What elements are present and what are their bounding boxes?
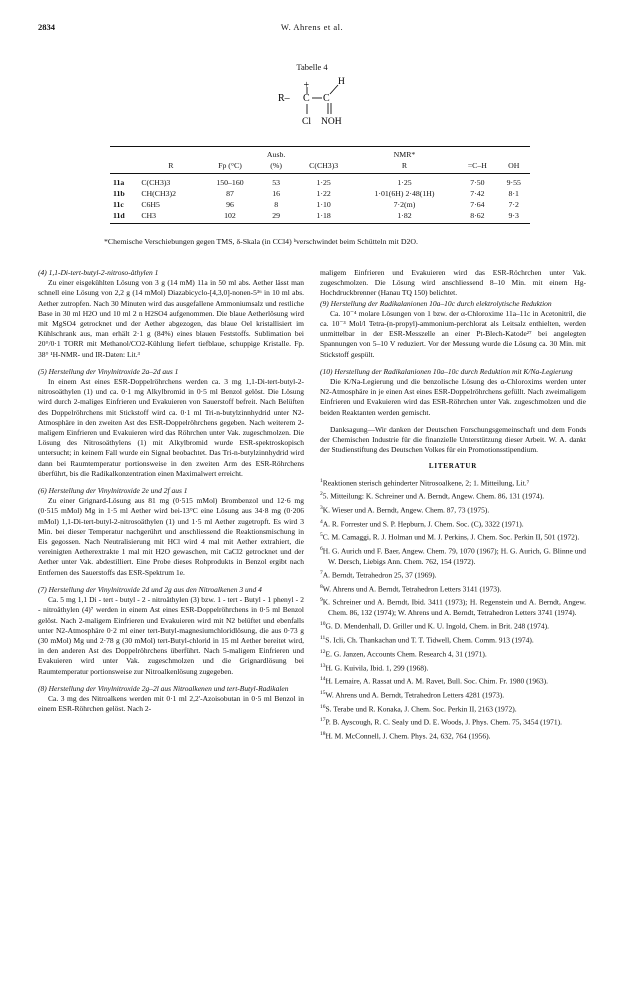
row-cch3: 1·25	[316, 178, 331, 187]
reference-text: A. R. Forrester und S. P. Hepburn, J. Chem. Soc. (C), 3322 (1971).	[322, 519, 524, 529]
row-ch: 7·42	[470, 189, 485, 198]
col-header-oh: OH	[497, 160, 530, 174]
row-fp: 102	[203, 210, 256, 224]
row-r: CH3	[138, 210, 203, 224]
row-oh: 8·1	[508, 189, 519, 198]
section	[38, 367, 304, 479]
reference-text: S. Terabe und R. Konaka, J. Chem. Soc. Perkin II, 2163 (1972).	[325, 704, 517, 714]
section	[320, 367, 586, 418]
reference-item	[320, 595, 586, 618]
col-header-fp: Fp (°C)	[203, 160, 256, 174]
row-oh: 9·55	[506, 178, 521, 187]
reference-number: 2	[320, 491, 323, 498]
reference-item	[320, 582, 586, 595]
section	[38, 684, 304, 715]
row-ch: 7·64	[470, 200, 485, 209]
col-header-nmr-r: R	[352, 160, 458, 174]
reference-number: 4	[320, 518, 323, 525]
reference-item	[320, 568, 586, 581]
reference-list	[320, 476, 586, 742]
running-title: W. Ahrens et al.	[280, 22, 344, 32]
reference-item	[320, 489, 586, 502]
row-nmr-r: 1·82	[352, 210, 458, 224]
reference-number: 7	[320, 570, 323, 577]
row-cch3: 1·22	[316, 189, 331, 198]
section-title: (7) Herstellung der Vinylnitroxide 2d und 2g aus den Nitroalkenen 3 und 4	[38, 584, 262, 594]
section-body: Ca. 5 mg 1,1 Di - tert - butyl - 2 - nitroäthylen (3) bzw. 1 - tert - Butyl - 1 phenyl - 2 - nitroäthylen (4)⁷ werden in einem Ast eines ESR-Doppelröhrchens in 0·5 ml Benzol gelöst. Nach 2-maligem Einfrieren und Evakuieren wird mit N2 belüftet und ebenfalls unter N2-Atmosphäre 0·2 ml einer tert-Butyl-magnesiumchloridlösung, die aus 0·73 g (30 mMol) Mg und 2·78 g (30 mMol) tert-Butyl-chlorid in 15 ml Aether bereitet wird, in den anderen Ast des Doppelröhrchens überführt. Nach 5-maligem Einfrieren und Evakuieren wird unter Vak. zugeschmolzen und die Grignardlösung bei Raumtemperatur portionsweise zur Nitroalkenlösung zugegeben.	[38, 595, 304, 676]
col-group-nmr: NMR*	[352, 147, 458, 161]
row-id: 11a	[113, 178, 125, 187]
reference-item	[320, 530, 586, 543]
row-ch: 7·50	[470, 178, 485, 187]
reference-number: 3	[320, 505, 323, 512]
row-r: C6H5	[141, 200, 160, 209]
table-row	[110, 188, 530, 199]
section-title: (5) Herstellung der Vinylnitroxide 2a–2d aus 1	[38, 366, 179, 376]
reference-item	[320, 647, 586, 660]
reference-number: 1	[320, 477, 323, 484]
literature-heading: LITERATUR	[428, 462, 478, 471]
reference-number: 10	[320, 621, 326, 628]
section-title: (9) Herstellung der Radikalanionen 10a–10c durch elektrolytische Reduktion	[320, 298, 552, 308]
section	[38, 486, 304, 578]
row-cch3: 1·10	[316, 200, 331, 209]
col-header-r: R	[138, 160, 203, 174]
reference-text: P. B. Ayscough, R. C. Sealy und D. E. Woods, J. Phys. Chem. 75, 3454 (1971).	[325, 717, 562, 727]
table-row	[110, 199, 530, 210]
section-body: Ca. 10⁻⁴ molare Lösungen von 1 bzw. der α-Chloroxime 11a–11c in Acetonitril, die ca. 10⁻³ Mol/l Tetra-(n-propyl)-ammonium-perchlorat als Leitsalz enthielten, werden unmittelbar in der ESR-Messzelle an einer Pt-Blech-Katode²⁷ bei angelegten Spannungen von 5–10 V reduziert. Vor der Messung wurde die Lösung ca. 30 Min. mit Stickstoff gespült.	[320, 308, 586, 359]
row-oh: 9·3	[497, 210, 530, 224]
reference-text: W. Ahrens und A. Berndt, Tetrahedron Letters 4281 (1973).	[325, 690, 505, 700]
row-fp: 150–160	[216, 178, 244, 187]
col-group-ausb: Ausb.	[257, 147, 296, 161]
reference-item	[320, 517, 586, 530]
chemical-structure	[272, 70, 372, 128]
row-cch3: 1·18	[296, 210, 352, 224]
table-row	[110, 210, 530, 224]
row-id: 11b	[113, 189, 125, 198]
section-title: (6) Herstellung der Vinylnitroxide 2e und 2f aus 1	[38, 486, 188, 496]
right-intro-paragraph: maligem Einfrieren und Evakuieren wird das ESR-Röchrchen unter Vak. zugeschmolzen. Die Lösung wird anschliessend 8–10 Min. mit einem Hg-Hochdruckbrenner (Hanau TQ 150) belichtet.	[320, 268, 586, 298]
structure-r: R–	[278, 93, 290, 104]
row-id: 11c	[113, 200, 124, 209]
section-body: In einem Ast eines ESR-Doppelröhrchens werden ca. 3 mg 1,1-Di-tert-butyl-2-nitrosoäthylen (1) und ca. 0·1 mg Alkylbromid in 0·5 ml Benzol gelöst. Die Lösung wird durch 2-maliges Einfrieren und Evakuieren von Sauerstoff befreit. Nach Belüften des Doppelröhrchens mit Stickstoff wird ca. 0·1 ml Tri-n-butylzinnhydrid unter N2-Atmosphäre in den zweiten Ast des ESR-Doppelröhrchens gegeben. Nach weiterem 2-maligem Einfrieren und Evakuieren wird das Röhrchen unter Vak. zugeschmolzen. Die Lösung des Nitrosoäthylens (1) mit Alkylbromid wurde ESR-spektroskopisch untersucht; in keinem Fall wurde ein Signal beobachtet. Das Tri-n-butylzinnhydrid wird dann bei Raumtemperatur portionsweise in den zweiten Arm des ESR-Röhrchens überführt, bis die Radikalkonzentration einen Maximalwert erreicht.	[38, 377, 304, 478]
row-nmr-r: 7·2(m)	[393, 200, 416, 209]
section-title: (4) 1,1-Di-tert-butyl-2-nitroso-äthylen 1	[38, 268, 159, 277]
table-row	[110, 174, 530, 189]
row-id: 11d	[110, 210, 138, 224]
left-column	[38, 268, 304, 721]
reference-number: 11	[320, 635, 326, 642]
reference-text: H. Lemaire, A. Rassat und A. M. Ravet, Bull. Soc. Chim. Fr. 1980 (1963).	[325, 676, 548, 686]
reference-text: S. Icli, Ch. Thankachan und T. T. Tidwell, Chem. Comm. 913 (1974).	[325, 635, 534, 645]
section	[320, 299, 586, 360]
row-nmr-r: 1·01(6H) 2·48(1H)	[374, 189, 435, 198]
row-ausb: 8	[274, 200, 279, 209]
col-header-ch: =C–H	[457, 160, 497, 174]
row-ausb: 16	[272, 189, 281, 198]
reference-item	[320, 715, 586, 728]
reference-text: A. Berndt, Tetrahedron 25, 37 (1969).	[322, 570, 437, 580]
reference-number: 5	[320, 532, 323, 539]
reference-item	[320, 503, 586, 516]
reference-number: 9	[320, 597, 323, 604]
reference-text: 5. Mitteilung: K. Schreiner und A. Berndt, Angew. Chem. 86, 131 (1974).	[322, 491, 545, 501]
reference-number: 15	[320, 689, 326, 696]
structure-noh: NOH	[321, 117, 342, 127]
reference-text: C. M. Camaggi, R. J. Holman und M. J. Perkins, J. Chem. Soc. Perkin II, 501 (1972).	[322, 532, 580, 542]
reference-item	[320, 688, 586, 701]
reference-item	[320, 661, 586, 674]
row-ausb: 53	[272, 178, 281, 187]
section-title: (8) Herstellung der Vinylnitroxide 2g–2l aus Nitroalkenen und tert-Butyl-Radikalen	[38, 683, 289, 693]
reference-text: K. Schreiner und A. Berndt, Ibid. 3411 (1973); H. Regenstein und A. Berndt, Angew. Chem. 86, 132 (1974); W. Ahrens und A. Berndt, Tetrahedron Letters 3741 (1974).	[322, 597, 586, 618]
row-oh: 7·2	[508, 200, 519, 209]
col-header-cch3: C(CH3)3	[296, 160, 352, 174]
structure-c2: C	[323, 93, 330, 104]
reference-number: 14	[320, 676, 326, 683]
section	[38, 585, 304, 677]
reference-text: E. G. Janzen, Accounts Chem. Research 4, 31 (1971).	[325, 649, 487, 659]
row-fp: 87	[226, 189, 234, 198]
section-body: Die K/Na-Legierung und die benzolische Lösung des α-Chloroxims werden unter N2-Atmosphäre in je einen Ast eines ESR-Doppelröhrchens gefüllt. Nach zweimaligem Einfrieren und Evakuieren wird das ESR-Röhrchen unter Vak. zugeschmolzen und die beiden Reaktanten werden gemischt.	[320, 377, 586, 417]
reference-item	[320, 619, 586, 632]
table-caption: Tabelle 4	[296, 62, 328, 72]
section-body: Ca. 3 mg des Nitroalkens werden mit 0·1 ml 2,2'-Azoisobutan in 0·5 ml Benzol in einem ESR-Röhrchen gelöst. Nach 2-	[38, 693, 304, 714]
reference-number: 12	[320, 648, 326, 655]
reference-item	[320, 544, 586, 567]
col-header-ausb: (%)	[257, 160, 296, 174]
reference-text: Reaktionen sterisch gehinderter Nitrosoalkene, 2; 1. Mitteilung, Lit.⁷	[322, 478, 530, 488]
acknowledgement: Danksagung—Wir danken der Deutschen Forschungsgemeinschaft und dem Fonds der Chemischen Industrie für die finanzielle Unterstützung dieser Arbeit. W. A. dankt der Studienstiftung des Deutschen Volkes für ein Promotionsstipendium.	[320, 424, 586, 455]
reference-item	[320, 729, 586, 742]
reference-item	[320, 702, 586, 715]
reference-number: 18	[320, 731, 326, 738]
row-r: CH(CH3)2	[141, 189, 176, 198]
reference-number: 8	[320, 583, 323, 590]
right-column	[320, 268, 586, 743]
row-nmr-r: 1·25	[397, 178, 412, 187]
row-fp: 96	[226, 200, 234, 209]
reference-text: G. D. Mendenhall, D. Griller und K. U. Ingold, Chem. in Brit. 248 (1974).	[325, 621, 550, 631]
reference-item	[320, 674, 586, 687]
reference-number: 17	[320, 717, 326, 724]
reference-number: 16	[320, 703, 326, 710]
section-body: Zu einer eisgekühlten Lösung von 3 g (14 mM) 11a in 50 ml abs. Aether lässt man schnell eine Lösung von 2,2 g (14 mMol) Diazabicyclo-[4,3,0]-nonen-5³⁶ in 10 ml abs. Aether zutropfen. Nach 30 Minuten wird das ausgefallene Ammoniumsalz und restliche Base in 30 ml H2O und 10 ml 2 n H2SO4 aufgenommen. Die blaue Aetherlösung wird mit MgSO4 getrocknet und der Aether abgezogen, das blaue Oel kristallisiert im Kühlschrank aus, man erhält 2·1 g (84%) eines blauen Feststoffs. Sublimation bei 20°/0·1 TORR mit Methanol/CO2-Kühlung liefert tiefblaue, schuppige Kristalle. Fp. 38° ¹H-NMR- und IR-Daten: Lit.³	[38, 278, 304, 359]
running-header	[38, 22, 586, 34]
reference-item	[320, 633, 586, 646]
section-title: (10) Herstellung der Radikalanionen 10a–10c durch Reduktion mit K/Na-Legierung	[320, 366, 573, 376]
reference-item	[320, 476, 586, 489]
reference-text: H. G. Kuivila, Ibid. 1, 299 (1968).	[325, 663, 429, 672]
page-number: 2834	[38, 22, 55, 32]
row-r: C(CH3)3	[141, 178, 171, 187]
reference-text: W. Ahrens und A. Berndt, Tetrahedron Letters 3141 (1973).	[322, 584, 502, 594]
data-table	[110, 146, 530, 224]
reference-text: K. Wieser und A. Berndt, Angew. Chem. 87, 73 (1975).	[322, 505, 490, 515]
reference-text: H. G. Aurich und F. Baer, Angew. Chem. 79, 1070 (1967); H. G. Aurich, G. Blinne und W. Dersch, Liebigs Ann. Chem. 762, 154 (1972).	[322, 546, 586, 566]
structure-cl: Cl	[302, 117, 311, 127]
structure-c1: C	[303, 93, 310, 104]
row-ch: 8·62	[457, 210, 497, 224]
reference-number: 13	[320, 662, 326, 669]
reference-text: H. M. McConnell, J. Chem. Phys. 24, 632, 764 (1956).	[325, 731, 491, 741]
section	[38, 268, 304, 360]
structure-t: +	[303, 80, 310, 91]
section-body: Zu einer Grignard-Lösung aus 81 mg (0·515 mMol) Brombenzol und 12·6 mg (0·515 mMol) Mg in 1·5 ml Aether wird bei-13°C eine Lösung aus 34·8 mg (0·206 mMol) 1,1-Di-tert-butyl-2-nitrosoäthylen (1) und 1·5 ml Aether zugetropft. Es wird 3 Min. bei dieser Temperatur nachgerührt und anschliessend die Reaktionsmischung in Eis gegossen. Nach Neutralisierung mit HCl wird 4 mal mit Aether extrahiert, die vereinigten Aetherextrakte 1 mal mit H2O gewaschen, mit CaCl2 getrocknet und der Aether unter Vak. abdestilliert. Eine Probe dieses Rohprodukts in Benzol ergibt nach Entfernen des Sauerstoffs das ESR-Spektrum 1e.	[38, 496, 304, 577]
row-ausb: 29	[257, 210, 296, 224]
reference-number: 6	[320, 546, 323, 553]
structure-h: H	[338, 77, 345, 87]
table-footnote: *Chemische Verschiebungen gegen TMS, δ-Skala (in CCl4) ᵇverschwindet beim Schütteln mit D2O.	[104, 237, 418, 246]
